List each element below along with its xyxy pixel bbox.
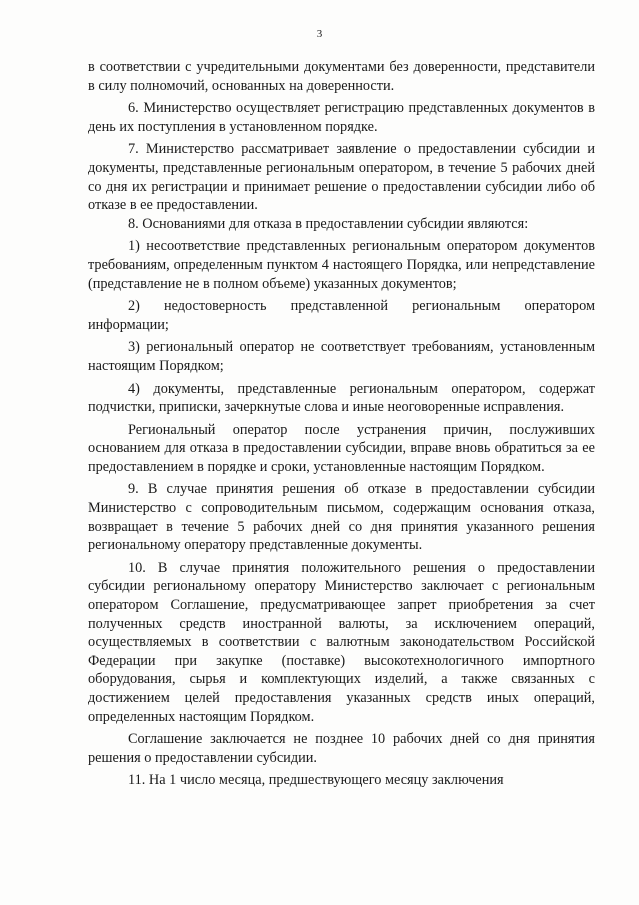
paragraph-subitem-1: 1) несоответствие представленных региональным оператором документов требованиям, определенным пунктом 4 настоящего Порядка, или непредставление (представление не в полном объеме) указанных документов; (88, 238, 595, 292)
document-body (88, 58, 595, 790)
paragraph-item-9: 9. В случае принятия решения об отказе в предоставлении субсидии Министерство с сопроводительным письмом, содержащим основания отказа, возвращает в течение 5 рабочих дней со дня принятия указанного решения региональному оператору представленные документы. (88, 481, 595, 554)
paragraph-item-11: 11. На 1 число месяца, предшествующего месяцу заключения (128, 772, 504, 789)
paragraph-item-8: 8. Основаниями для отказа в предоставлении субсидии являются: (128, 215, 529, 232)
paragraph-item-6: 6. Министерство осуществляет регистрацию представленных документов в день их поступления в установленном порядке. (88, 100, 595, 135)
page-number: 3 (316, 28, 323, 40)
paragraph-reapply: Региональный оператор после устранения причин, послуживших основанием для отказа в предоставлении субсидии, вправе вновь обратиться за ее предоставлением в порядке и сроки, установленные настоящим Порядком. (88, 421, 595, 475)
paragraph-item-10: 10. В случае принятия положительного решения о предоставлении субсидии региональному оператору Министерство заключает с региональным оператором Соглашение, предусматривающее запрет приобретения за счет полученных средств иностранной валюты, за исключением операций, осуществляемых в соответствии с валютным законодательством Российской Федерации при закупке (поставке) высокотехнологичного импортного оборудования, сырья и комплектующих изделий, а также связанных с достижением целей предоставления указанных средств иных операций, определенных настоящим Порядком. (88, 559, 595, 725)
paragraph-agreement: Соглашение заключается не позднее 10 рабочих дней со дня принятия решения о предоставлении субсидии. (88, 731, 595, 766)
paragraph-item-7: 7. Министерство рассматривает заявление о предоставлении субсидии и документы, представленные региональным оператором, в течение 5 рабочих дней со дня их регистрации и принимает решение о предоставлении субсидии либо об отказе в ее предоставлении. (88, 141, 595, 214)
paragraph-continuation: в соответствии с учредительными документами без доверенности, представители в силу полномочий, основанных на доверенности. (88, 59, 595, 94)
paragraph-subitem-2: 2) недостоверность представленной региональным оператором информации; (88, 298, 595, 333)
paragraph-subitem-4: 4) документы, представленные региональным оператором, содержат подчистки, приписки, зачеркнутые слова и иные неоговоренные исправления. (88, 380, 595, 416)
paragraph-subitem-3: 3) региональный оператор не соответствует требованиям, установленным настоящим Порядком; (88, 339, 595, 374)
